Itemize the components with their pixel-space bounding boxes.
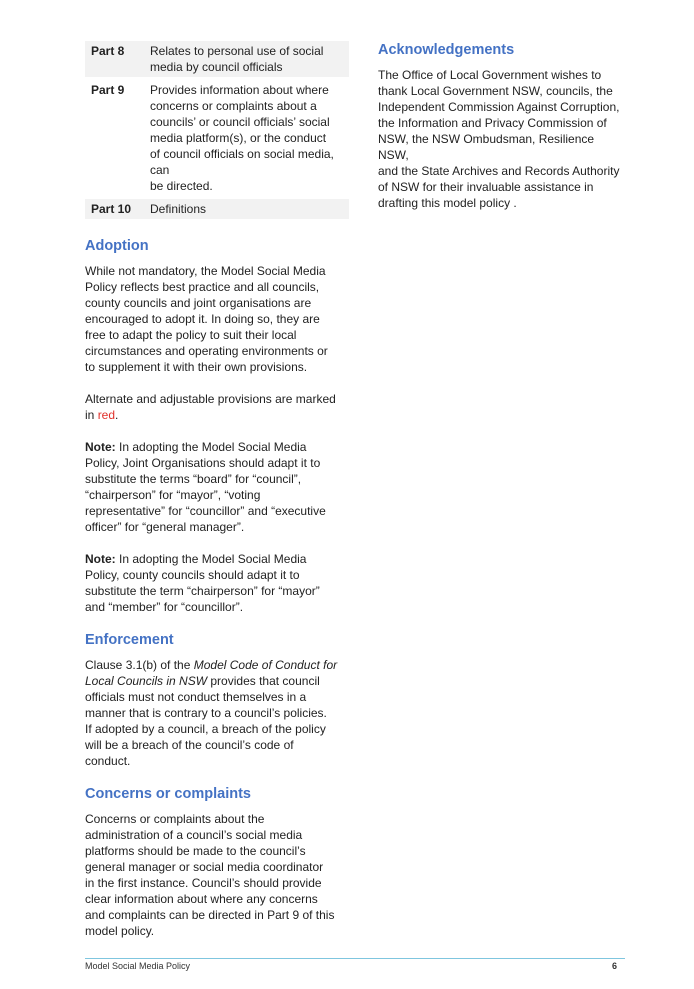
enforcement-heading: Enforcement xyxy=(85,632,174,648)
text-line: be directed. xyxy=(150,179,213,193)
adoption-heading: Adoption xyxy=(85,238,149,254)
text-line: substitute the terms “board” for “council”, xyxy=(85,472,302,486)
acknowledgements-paragraph xyxy=(378,67,628,211)
note-county-councils xyxy=(85,551,349,615)
text-line: media platform(s), or the conduct xyxy=(150,131,327,145)
alt-line-2-pre: in xyxy=(85,408,98,422)
code-title-part-2: Local Councils in NSW xyxy=(85,674,208,688)
text-line: While not mandatory, the Model Social Media xyxy=(85,264,326,278)
note-body xyxy=(85,440,326,534)
text-line: officer” for “general manager”. xyxy=(85,520,245,534)
text-line: If adopted by a council, a breach of the policy xyxy=(85,722,326,736)
text-line: In adopting the Model Social Media xyxy=(115,552,307,566)
text-line: administration of a council’s social media xyxy=(85,828,303,842)
text-line: substitute the term “chairperson” for “mayor” xyxy=(85,584,320,598)
footer-title: Model Social Media Policy xyxy=(85,961,191,971)
concerns-paragraph xyxy=(85,811,349,939)
text-line: Policy, Joint Organisations should adapt it to xyxy=(85,456,321,470)
text-line: The Office of Local Government wishes to xyxy=(378,68,602,82)
right-column xyxy=(378,41,628,211)
enforcement-post: provides that council xyxy=(207,674,320,688)
text-line: can xyxy=(150,163,170,177)
table-row xyxy=(85,199,349,219)
text-line: “chairperson” for “mayor”, “voting xyxy=(85,488,261,502)
text-line: in the first instance. Council’s should provide xyxy=(85,876,322,890)
part-label: Part 8 xyxy=(85,41,144,77)
text-line: the Information and Privacy Commission of xyxy=(378,116,607,130)
text-line: and “member” for “councillor”. xyxy=(85,600,244,614)
table-row xyxy=(85,80,349,196)
acknowledgements-heading: Acknowledgements xyxy=(378,42,515,58)
concerns-heading: Concerns or complaints xyxy=(85,786,251,802)
text-line: platforms should be made to the council’s xyxy=(85,844,306,858)
enforcement-pre: Clause 3.1(b) of the xyxy=(85,658,194,672)
left-column xyxy=(85,41,349,939)
enforcement-rest xyxy=(85,690,327,768)
text-line: and the State Archives and Records Authority xyxy=(378,164,620,178)
part-description xyxy=(144,41,349,77)
text-line: free to adapt the policy to suit their local xyxy=(85,328,297,342)
parts-table xyxy=(85,38,349,222)
text-line: Policy reflects best practice and all councils, xyxy=(85,280,320,294)
part-label: Part 9 xyxy=(91,83,125,97)
text-line: of NSW for their invaluable assistance in xyxy=(378,180,594,194)
note-body xyxy=(85,552,320,614)
text-line: model policy. xyxy=(85,924,155,938)
text-line: county councils and joint organisations are xyxy=(85,296,312,310)
text-line: representative” for “councillor” and “executive xyxy=(85,504,326,518)
text-line: officials must not conduct themselves in a xyxy=(85,690,307,704)
text-line: concerns or complaints about a xyxy=(150,99,317,113)
text-line: Concerns or complaints about the xyxy=(85,812,265,826)
text-line: In adopting the Model Social Media xyxy=(115,440,307,454)
text-line: media by council officials xyxy=(150,60,283,74)
note-label: Note: xyxy=(85,552,116,566)
text-line: circumstances and operating environments or xyxy=(85,344,328,358)
adoption-paragraph xyxy=(85,263,349,375)
table-row xyxy=(85,41,349,77)
text-line: Relates to personal use of social xyxy=(150,44,324,58)
note-joint-organisations xyxy=(85,439,349,535)
text-line: councils’ or council officials’ social xyxy=(150,115,330,129)
text-line: and complaints can be directed in Part 9 of this xyxy=(85,908,335,922)
text-line: conduct. xyxy=(85,754,131,768)
alt-line-1: Alternate and adjustable provisions are marked xyxy=(85,392,336,406)
text-line: to supplement it with their own provisions. xyxy=(85,360,308,374)
part-description xyxy=(144,80,349,196)
part-description xyxy=(144,199,349,219)
text-line: clear information about where any concerns xyxy=(85,892,318,906)
text-line: will be a breach of the council’s code of xyxy=(85,738,294,752)
text-line: general manager or social media coordinator xyxy=(85,860,324,874)
part-label: Part 10 xyxy=(85,199,144,219)
footer-rule xyxy=(85,958,625,959)
text-line: drafting this model policy . xyxy=(378,196,517,210)
code-title-part-1: Model Code of Conduct for xyxy=(193,658,338,672)
text-line: encouraged to adopt it. In doing so, they are xyxy=(85,312,320,326)
text-line: thank Local Government NSW, councils, the xyxy=(378,84,613,98)
page-number: 6 xyxy=(611,961,617,971)
note-label: Note: xyxy=(85,440,116,454)
text-line: Independent Commission Against Corruption, xyxy=(378,100,620,114)
text-line: manner that is contrary to a council’s policies. xyxy=(85,706,327,720)
footer xyxy=(85,961,625,972)
enforcement-paragraph xyxy=(85,657,349,769)
text-line: Policy, county councils should adapt it to xyxy=(85,568,300,582)
text-line: Definitions xyxy=(150,202,207,216)
text-line: Provides information about where xyxy=(150,83,329,97)
red-text: red xyxy=(97,408,116,422)
alternate-provisions-paragraph xyxy=(85,391,349,423)
text-line: NSW, the NSW Ombudsman, Resilience NSW, xyxy=(378,132,595,162)
alt-period: . xyxy=(115,408,119,422)
text-line: of council officials on social media, xyxy=(150,147,334,161)
